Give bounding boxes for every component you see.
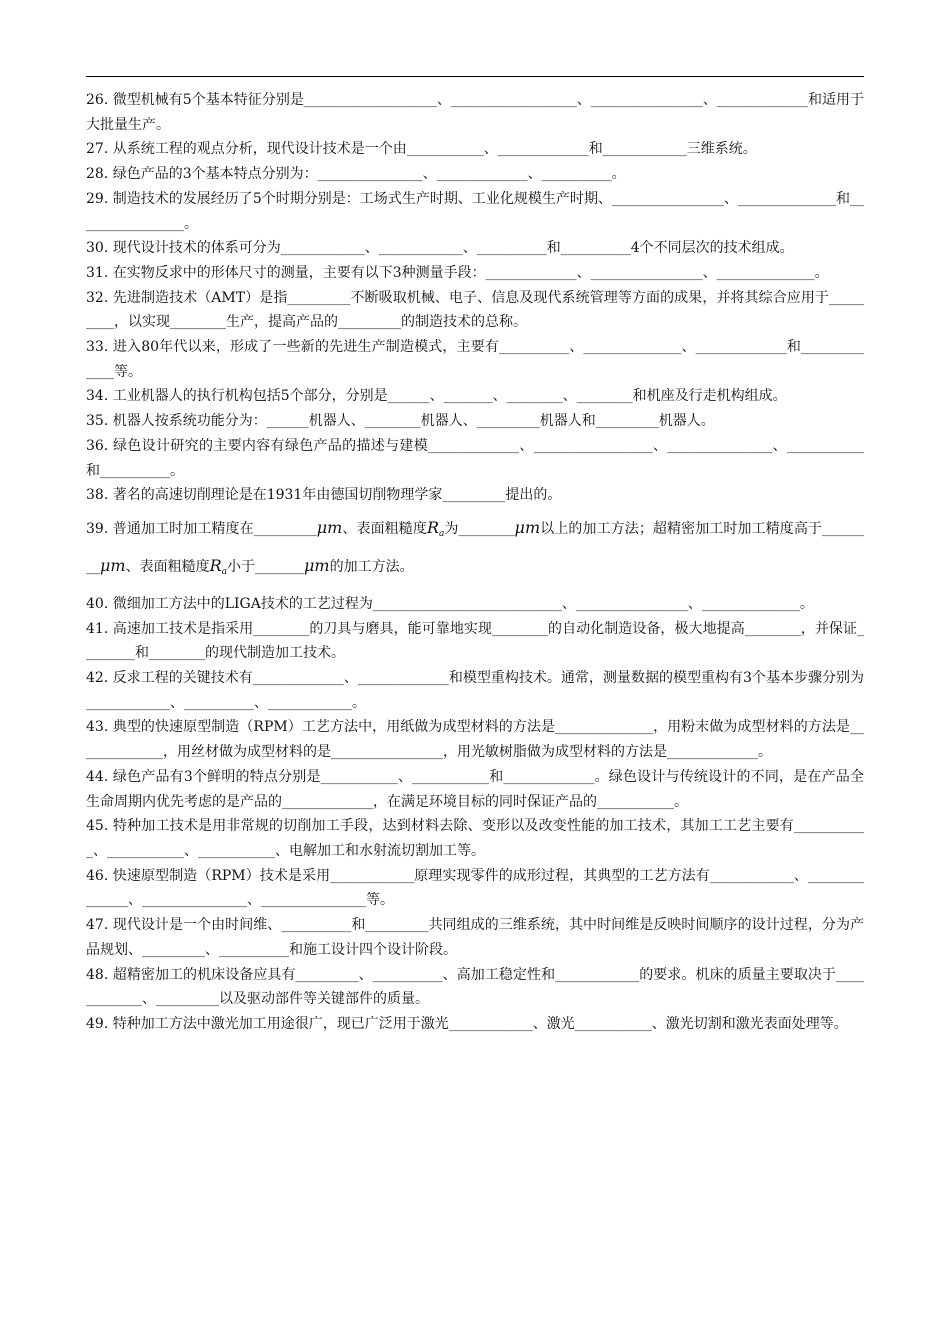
header-rule: [86, 76, 864, 77]
question-42: 42. 反求工程的关键技术有_____________、_____________和模型重构技术。通常，测量数据的模型重构有3个基本步骤分别为____________、__________、____________。: [86, 670, 864, 711]
question-30: 30. 现代设计技术的体系可分为____________、____________、__________和__________4个不同层次的技术组成。: [86, 240, 794, 257]
micrometer-unit: μm: [304, 555, 330, 575]
question-34: 34. 工业机器人的执行机构包括5个部分，分别是______、_______、________、________和机座及行走机构组成。: [86, 388, 787, 405]
roughness-symbol: $R_a$: [209, 555, 227, 577]
question-29: 29. 制造技术的发展经历了5个时期分别是：工场式生产时期、工业化规模生产时期、________________、______________和________________。: [86, 190, 864, 232]
question-40: 40. 微细加工方法中的LIGA技术的工艺过程为___________________________、________________、______________。: [86, 595, 814, 612]
question-32: 32. 先进制造技术（AMT）是指_________不断吸取机械、电子、信息及现代系统管理等方面的成果，并将其综合应用于_________，以实现________生产，提高产品的_________的制造技术的总称。: [86, 289, 864, 331]
question-49: 49. 特种加工方法中激光加工用途很广，现已广泛用于激光____________、激光___________、激光切割和激光表面处理等。: [86, 1015, 848, 1032]
micrometer-unit: μm: [100, 555, 126, 575]
question-39: 39. 普通加工时加工精度在_________μm、表面粗糙度$R_a$为________μm以上的加工方法；超精密加工时加工精度高于________μm、表面粗糙度$R_a$小于_______μm的加工方法。: [86, 517, 865, 577]
question-41: 41. 高速加工技术是指采用________的刀具与磨具，能可靠地实现________的自动化制造设备，极大地提高________，并保证________和________的现代制造加工技术。: [86, 620, 864, 662]
micrometer-unit: μm: [316, 517, 343, 537]
question-28: 28. 绿色产品的3个基本特点分别为：_______________、_____________、__________。: [86, 166, 626, 183]
question-35: 35. 机器人按系统功能分为：______机器人、________机器人、_________机器人和_________机器人。: [86, 413, 715, 430]
question-38: 38. 著名的高速切削理论是在1931年由德国切削物理学家_________提出的。: [86, 487, 562, 504]
question-48: 48. 超精密加工的机床设备应具有_________、__________、高加工稳定性和____________的要求。机床的质量主要取决于____________、_________以及驱动部件等关键部件的质量。: [86, 966, 864, 1008]
question-26: 26. 微型机械有5个基本特征分别是___________________、__________________、________________、_____________和适用于大批量生产。: [86, 92, 864, 133]
question-43: 43. 典型的快速原型制造（RPM）工艺方法中，用纸做为成型材料的方法是______________，用粉末做为成型材料的方法是_____________，用丝材做为成型材料的是________________，用光敏树脂做为成型材料的方法是_____________。: [86, 719, 864, 761]
question-27: 27. 从系统工程的观点分析，现代设计技术是一个由___________、_____________和____________三维系统。: [86, 141, 757, 158]
micrometer-unit: μm: [514, 517, 541, 537]
question-47: 47. 现代设计是一个由时间维、__________和_________共同组成的三维系统，其中时间维是反映时间顺序的设计过程，分为产品规划、_________、__________和施工设计四个设计阶段。: [86, 917, 864, 958]
question-36: 36. 绿色设计研究的主要内容有绿色产品的描述与建模_____________、_________________、_______________、___________和__________。: [86, 437, 864, 479]
question-45: 45. 特种加工技术是用非常规的切削加工手段，达到材料去除、变形以及改变性能的加工技术，其加工工艺主要有___________、___________、___________、电解加工和水射流切割加工等。: [86, 818, 864, 859]
roughness-symbol: $R_a$: [426, 517, 445, 539]
question-33: 33. 进入80年代以来，形成了一些新的先进生产制造模式，主要有__________、______________、_____________和_____________等。: [86, 339, 864, 380]
question-44: 44. 绿色产品有3个鲜明的特点分别是___________、___________和_____________。绿色设计与传统设计的不同，是在产品全生命周期内优先考虑的是产品的_____________，在满足环境目标的同时保证产品的___________。: [86, 768, 864, 810]
question-46: 46. 快速原型制造（RPM）技术是采用____________原理实现零件的成形过程，其典型的工艺方法有____________、______________、_______________、_______________等。: [86, 867, 864, 909]
question-list: [86, 88, 864, 1037]
question-31: 31. 在实物反求中的形体尺寸的测量，主要有以下3种测量手段：_____________、________________、______________。: [86, 264, 829, 281]
